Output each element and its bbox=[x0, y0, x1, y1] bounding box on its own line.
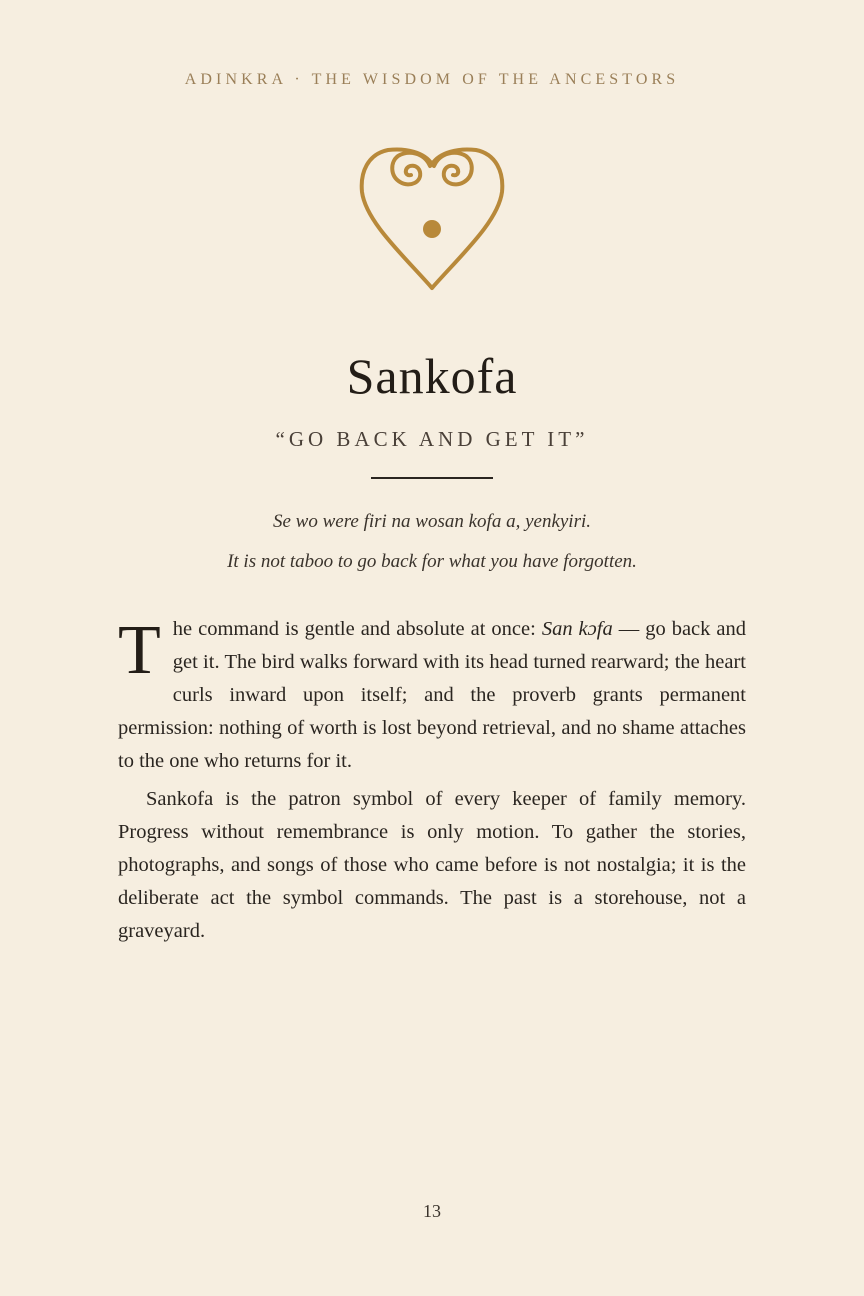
page-title: Sankofa bbox=[346, 348, 518, 404]
subtitle: “GO BACK AND GET IT” bbox=[275, 427, 589, 451]
paragraph-1-rest: — go back and get it. The bird walks forward with its head turned rearward; the heart curls inward upon itself; and the proverb grants permanent permission: nothing of worth is lost beyond retrieval, and no shame attaches to the one who returns for it. bbox=[118, 618, 747, 772]
body-text bbox=[118, 613, 746, 948]
sankofa-term: San kɔfa bbox=[541, 618, 613, 640]
epigraph-translation: It is not taboo to go back for what you have forgotten. bbox=[227, 551, 637, 572]
running-head: ADINKRA · THE WISDOM OF THE ANCESTORS bbox=[184, 71, 680, 88]
drop-cap: T bbox=[118, 612, 161, 689]
paragraph-2: Sankofa is the patron symbol of every keeper of family memory. Progress without remembrance is only motion. To gather the stories, photographs, and songs of those who came before is not nostalgia; it is the deliberate act the symbol commands. The past is a storehouse, not a graveyard. bbox=[118, 788, 746, 942]
page-number: 13 bbox=[423, 1201, 441, 1221]
paragraph-1 bbox=[118, 613, 746, 778]
epigraph-original: Se wo were firi na wosan kofa a, yenkyiri. bbox=[272, 511, 592, 532]
sankofa-heart-icon bbox=[358, 146, 506, 294]
divider-rule bbox=[371, 477, 493, 479]
paragraph-1-lead: he command is gentle and absolute at once: bbox=[172, 618, 542, 640]
